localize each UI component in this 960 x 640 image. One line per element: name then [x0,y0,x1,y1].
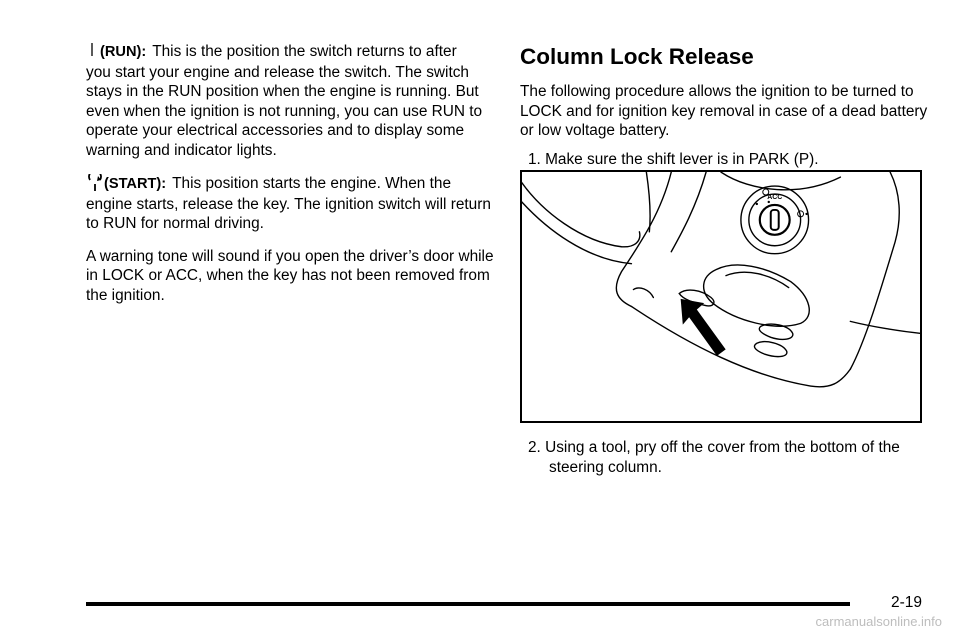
run-lead-line [86,42,496,63]
steering-column-drawing [522,172,920,421]
section-title: Column Lock Release [520,44,754,69]
step-2-block [520,438,930,477]
run-description: you start your engine and release the switch. The switch stays in the RUN position when the engine is running. But even when the ignition is not running, you can use RUN to operate your electrical accessories and to display some warning and indicator lights. [86,63,483,159]
run-paragraph [86,42,496,160]
step-2: 2. Using a tool, pry off the cover from the bottom of the steering column. [528,439,900,476]
steering-column-illustration [520,170,922,423]
start-label: (START): [104,176,167,192]
warning-paragraph: A warning tone will sound if you open the driver’s door while in LOCK or ACC, when the key has not been removed from the ignition. [86,247,494,304]
acc-label: ACC [767,193,783,201]
start-position-icon [86,174,104,194]
run-position-icon [86,42,100,60]
watermark: carmanualsonline.info [815,614,942,629]
start-description: engine starts, release the key. The ignition switch will return to RUN for normal driving. [86,195,491,232]
section-intro: The following procedure allows the ignition to be turned to LOCK and for ignition key removal in case of a dead battery or low voltage battery. [520,83,928,139]
run-first-line: This is the position the switch returns to after [152,43,457,60]
start-first-line: This position starts the engine. When the [172,175,452,192]
start-lead-line [86,174,496,195]
page-number: 2-19 [890,594,922,611]
start-paragraph [86,174,496,234]
right-column [520,42,930,169]
left-column [86,42,496,305]
footer-rule [86,602,850,606]
step-1: 1. Make sure the shift lever is in PARK (P). [528,150,819,168]
run-label: (RUN): [100,44,147,60]
